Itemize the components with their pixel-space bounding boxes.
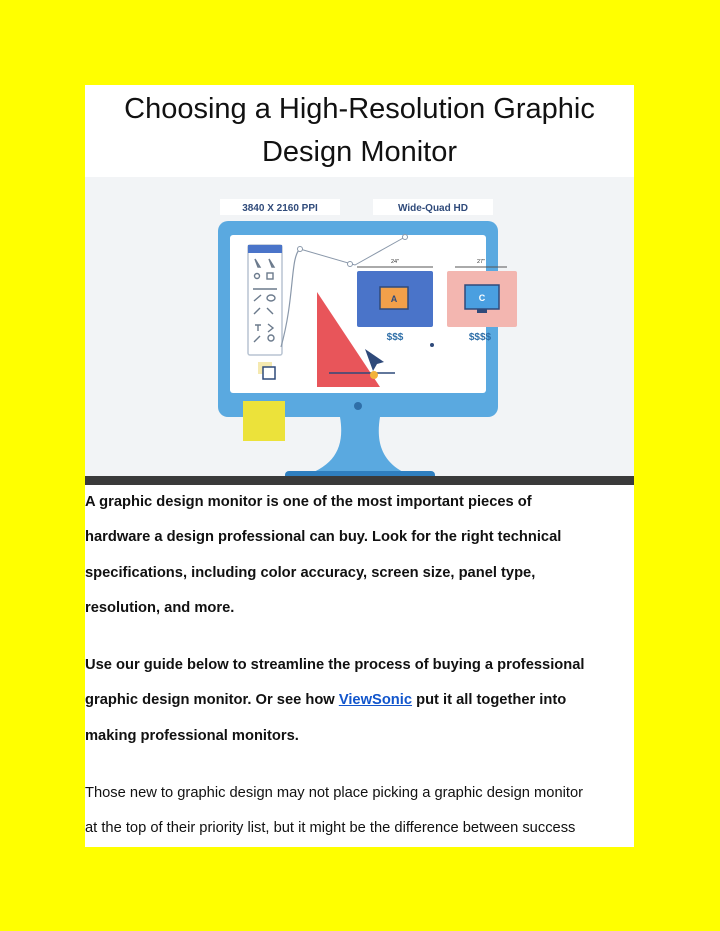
dot-decoration xyxy=(430,343,434,347)
p2-line-2-post: put it all together into xyxy=(412,692,567,709)
ppi-label: 3840 X 2160 PPI xyxy=(242,203,318,214)
anchor-point-icon xyxy=(403,235,408,240)
cursor-point-icon xyxy=(370,371,378,379)
document-page xyxy=(85,85,634,847)
hd-label: Wide-Quad HD xyxy=(398,203,468,214)
anchor-point-icon xyxy=(298,247,303,252)
p1-line-2: hardware a design professional can buy. Look for the right technical xyxy=(85,529,562,546)
p3-line-1: Those new to graphic design may not place picking a graphic design monitor xyxy=(85,785,584,802)
hero-illustration xyxy=(85,177,634,485)
monitor-stand xyxy=(300,417,415,477)
tool-palette-header xyxy=(248,245,282,253)
p3-line-2: at the top of their priority list, but it might be the difference between success xyxy=(85,820,576,837)
paragraph-1 xyxy=(85,485,634,626)
p2-line-2-pre: graphic design monitor. Or see how xyxy=(85,692,339,709)
monitor-illustration xyxy=(85,177,634,485)
paragraph-3 xyxy=(85,776,634,847)
anchor-point-icon xyxy=(348,262,353,267)
power-button-icon xyxy=(354,402,362,410)
body-text xyxy=(85,485,634,847)
color-swatch-secondary xyxy=(263,367,275,379)
p1-line-1: A graphic design monitor is one of the most important pieces of xyxy=(85,494,532,510)
price-a: $$$ xyxy=(386,332,404,343)
p1-line-4: resolution, and more. xyxy=(85,599,235,616)
sticky-note xyxy=(243,401,285,441)
viewsonic-link[interactable]: ViewSonic xyxy=(338,692,413,709)
title-line-1: Choosing a High-Resolution Graphic xyxy=(124,93,595,125)
price-c: $$$$ xyxy=(468,332,492,343)
p1-line-3: specifications, including color accuracy, screen size, panel type, xyxy=(85,564,536,581)
size-a-label: 24" xyxy=(390,259,400,265)
title-line-2: Design Monitor xyxy=(261,136,458,168)
tool-palette xyxy=(248,245,282,355)
p2-line-3: making professional monitors. xyxy=(85,727,299,744)
monitor-c-label: C xyxy=(478,293,486,303)
hero-bottom-bar xyxy=(85,476,634,485)
monitor-a-label: A xyxy=(390,294,398,304)
size-c-label: 27" xyxy=(476,259,486,265)
p2-line-1: Use our guide below to streamline the process of buying a professional xyxy=(85,657,585,674)
monitor-c-stand xyxy=(477,309,487,313)
page-title xyxy=(85,85,634,174)
paragraph-2 xyxy=(85,648,634,754)
